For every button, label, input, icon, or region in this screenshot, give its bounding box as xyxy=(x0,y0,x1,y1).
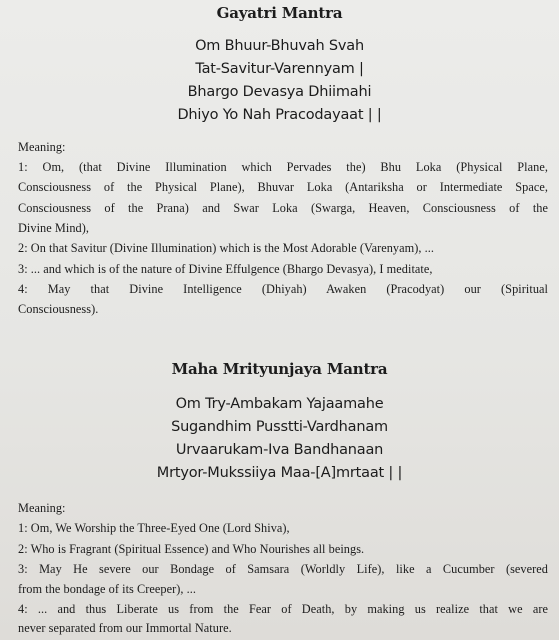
gayatri-meaning-line: Consciousness). xyxy=(18,302,99,316)
maha-verse-line-2: Sugandhim Pusstti-Vardhanam xyxy=(171,419,388,435)
gayatri-meaning-line: Divine Mind), xyxy=(18,221,90,235)
gayatri-meaning-label: Meaning: xyxy=(18,140,66,154)
maha-meaning-line: 3: May He severe our Bondage of Samsara (Worldly Life), like a Cucumber (severed xyxy=(18,562,548,576)
maha-meaning-line: 2: Who is Fragrant (Spiritual Essence) and Who Nourishes all beings. xyxy=(18,542,365,556)
gayatri-meaning-line: 1: Om, (that Divine Illumination which Pervades the) Bhu Loka (Physical Plane, xyxy=(18,160,548,174)
gayatri-meaning-line: 3: ... and which is of the nature of Divine Effulgence (Bhargo Devasya), I meditate, xyxy=(18,262,433,276)
gayatri-meaning-line: Consciousness of the Physical Plane), Bhuvar Loka (Antariksha or Intermediate Space, xyxy=(18,180,548,194)
gayatri-meaning-line: 2: On that Savitur (Divine Illumination) which is the Most Adorable (Varenyam), ... xyxy=(18,241,435,255)
gayatri-verse-line-4: Dhiyo Yo Nah Pracodayaat | | xyxy=(177,107,382,123)
gayatri-meaning-line: Consciousness of the Prana) and Swar Loka (Swarga, Heaven, Consciousness of the xyxy=(18,201,548,215)
maha-meaning-label: Meaning: xyxy=(18,501,66,515)
gayatri-meaning-line: 4: May that Divine Intelligence (Dhiyah) Awaken (Pracodyat) our (Spiritual xyxy=(18,282,548,296)
maha-meaning-line: 1: Om, We Worship the Three-Eyed One (Lord Shiva), xyxy=(18,521,290,535)
gayatri-verse-line-1: Om Bhuur-Bhuvah Svah xyxy=(195,38,364,54)
maha-verse-line-1: Om Try-Ambakam Yajaamahe xyxy=(175,396,384,412)
maha-meaning-line: never separated from our Immortal Nature. xyxy=(18,621,232,635)
gayatri-verse-line-2: Tat-Savitur-Varennyam | xyxy=(195,61,364,77)
maha-meaning-line: from the bondage of its Creeper), ... xyxy=(18,582,197,596)
gayatri-title: Gayatri Mantra xyxy=(216,4,343,22)
maha-meaning-line: 4: ... and thus Liberate us from the Fear of Death, by making us realize that we are xyxy=(18,602,548,616)
maha-verse-line-4: Mrtyor-Mukssiiya Maa-[A]mrtaat | | xyxy=(156,465,403,481)
gayatri-verse-line-3: Bhargo Devasya Dhiimahi xyxy=(187,84,372,100)
maha-title: Maha Mrityunjaya Mantra xyxy=(171,360,388,378)
maha-verse-line-3: Urvaarukam-Iva Bandhanaan xyxy=(175,442,384,458)
